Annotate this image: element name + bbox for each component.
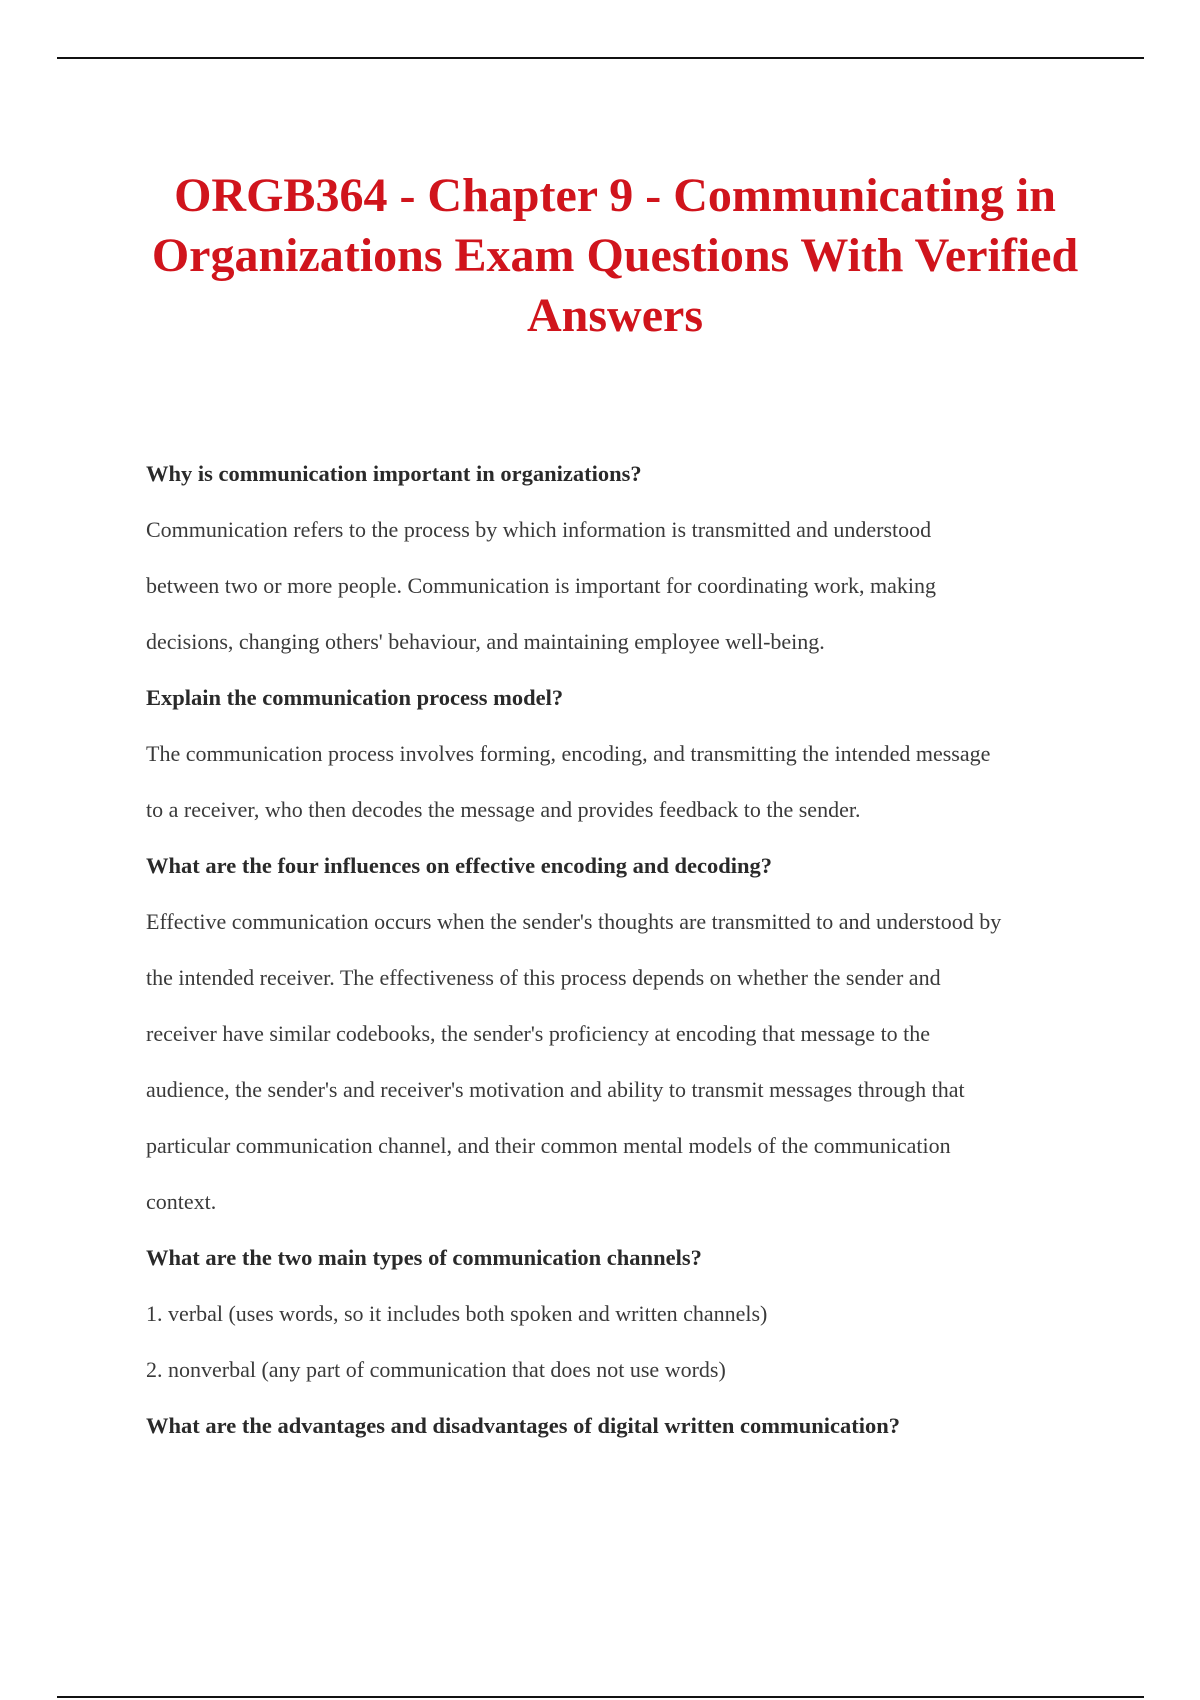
question: Why is communication important in organizations? xyxy=(146,461,642,486)
answer-line: receiver have similar codebooks, the sender's proficiency at encoding that message to the xyxy=(146,1021,931,1046)
title-line: Organizations Exam Questions With Verified xyxy=(151,229,1079,282)
bottom-rule xyxy=(57,1696,1144,1698)
answer-line: Communication refers to the process by which information is transmitted and understood xyxy=(146,517,932,542)
question: Explain the communication process model? xyxy=(146,685,564,710)
answer-line: The communication process involves forming, encoding, and transmitting the intended message xyxy=(146,741,991,766)
question: What are the four influences on effective encoding and decoding? xyxy=(146,853,773,878)
answer-line: Effective communication occurs when the sender's thoughts are transmitted to and understood by xyxy=(146,909,1002,934)
document-title xyxy=(130,166,1100,346)
answer-line: 2. nonverbal (any part of communication that does not use words) xyxy=(146,1357,726,1382)
answer-line: particular communication channel, and their common mental models of the communication xyxy=(146,1133,951,1158)
question: What are the advantages and disadvantages of digital written communication? xyxy=(146,1413,900,1438)
question: What are the two main types of communication channels? xyxy=(146,1245,702,1270)
title-line: ORGB364 - Chapter 9 - Communicating in xyxy=(174,169,1056,222)
answer-line: to a receiver, who then decodes the message and provides feedback to the sender. xyxy=(146,797,861,822)
answer-line: the intended receiver. The effectiveness of this process depends on whether the sender and xyxy=(146,965,941,990)
answer-line: audience, the sender's and receiver's motivation and ability to transmit messages through that xyxy=(146,1077,965,1102)
document-body xyxy=(146,446,1106,1454)
title-line: Answers xyxy=(527,289,703,342)
answer-line: between two or more people. Communication is important for coordinating work, making xyxy=(146,573,936,598)
answer-line: context. xyxy=(146,1189,217,1214)
top-rule xyxy=(57,57,1144,59)
answer-line: decisions, changing others' behaviour, and maintaining employee well-being. xyxy=(146,629,825,654)
answer-line: 1. verbal (uses words, so it includes both spoken and written channels) xyxy=(146,1301,768,1326)
